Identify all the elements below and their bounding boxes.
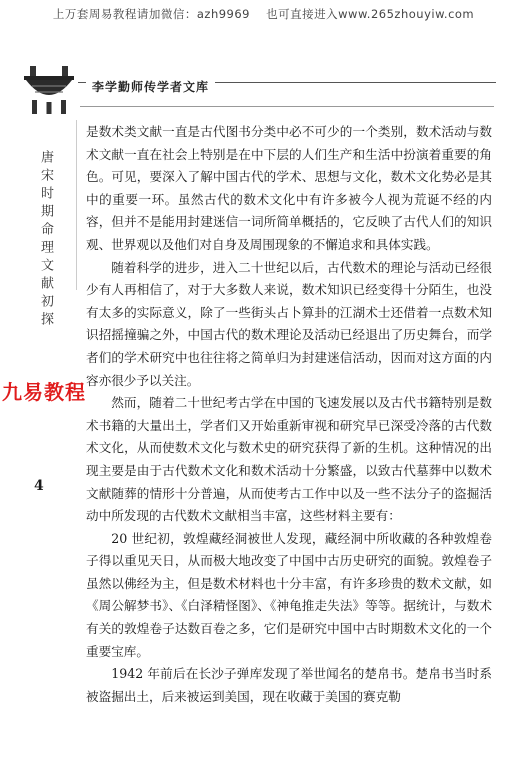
side-divider bbox=[76, 120, 77, 290]
paragraph: 1942 年前后在长沙子弹库发现了举世闻名的楚帛书。楚帛书当时系被盗掘出土，后来被运到美国，现在收藏于美国的赛克勒 bbox=[86, 666, 492, 704]
watermark-logo: 九易教程 bbox=[2, 380, 86, 404]
watermark-banner: 上万套周易教程请加微信：azh9969 也可直接进入www.265zhouyiw.com bbox=[52, 7, 475, 21]
series-title: 李学勤师传学者文库 bbox=[86, 78, 215, 95]
paragraph: 20 世纪初，敦煌藏经洞被世人发现，藏经洞中所收藏的各种敦煌卷子得以重见天日，从而极大地改变了中国中古历史研究的面貌。敦煌卷子虽然以佛经为主，但是数术材料也十分丰富，有许多珍贵的数术文献，如《周公解梦书》、《白泽精怪图》、《神龟推走失法》等等。据统计，与数术有关的敦煌卷子达数百卷之多，它们是研究中国中古时期数术文化的一个重要宝库。 bbox=[86, 530, 492, 659]
paragraph: 随着科学的进步，进入二十世纪以后，古代数术的理论与活动已经很少有人再相信了，对于大多数人来说，数术知识已经变得十分陌生，也没有太多的实际意义，除了一些街头占卜算卦的江湖术士还借着一点数术知识招摇撞骗之外，中国古代的数术理论及活动已经退出了历史舞台，而学者们的学术研究中也往往将之简单归为封建迷信活动，因而对这方面的内容亦很少予以关注。 bbox=[86, 259, 492, 388]
header-rule bbox=[80, 106, 494, 107]
bronze-ding-vessel-icon bbox=[18, 64, 80, 116]
book-title-vertical: 唐宋时期命理文献初探 bbox=[38, 150, 53, 330]
body-text bbox=[86, 121, 492, 708]
paragraph: 是数术类文献一直是古代图书分类中必不可少的一个类别，数术活动与数术文献一直在社会上特别是在中下层的人们生产和生活中扮演着重要的角色。可见，要深入了解中国古代的学术、思想与文化，数术文化势必是其中的重要一环。虽然古代的数术文化中有许多被今人视为荒诞不经的内容，但并不是能用封建迷信一词所简单概括的，它反映了古代人们的知识观、世界观以及他们对自身及周围现象的不懈追求和具体实践。 bbox=[86, 124, 492, 252]
page-number: 4 bbox=[34, 478, 44, 494]
paragraph: 然而，随着二十世纪考古学在中国的飞速发展以及古代书籍特别是数术书籍的大量出土，学者们又开始重新审视和研究早已深受冷落的古代数术文化，从而使数术文化与数术史的研究获得了新的生机。这种情况的出现主要是由于古代数术文化和数术活动十分繁盛，以致古代墓葬中以数术文献随葬的情形十分普遍，从而使考古工作中以及一些不法分子的盗掘活动中所发现的古代数术文献相当丰富，这些材料主要有： bbox=[86, 395, 492, 524]
